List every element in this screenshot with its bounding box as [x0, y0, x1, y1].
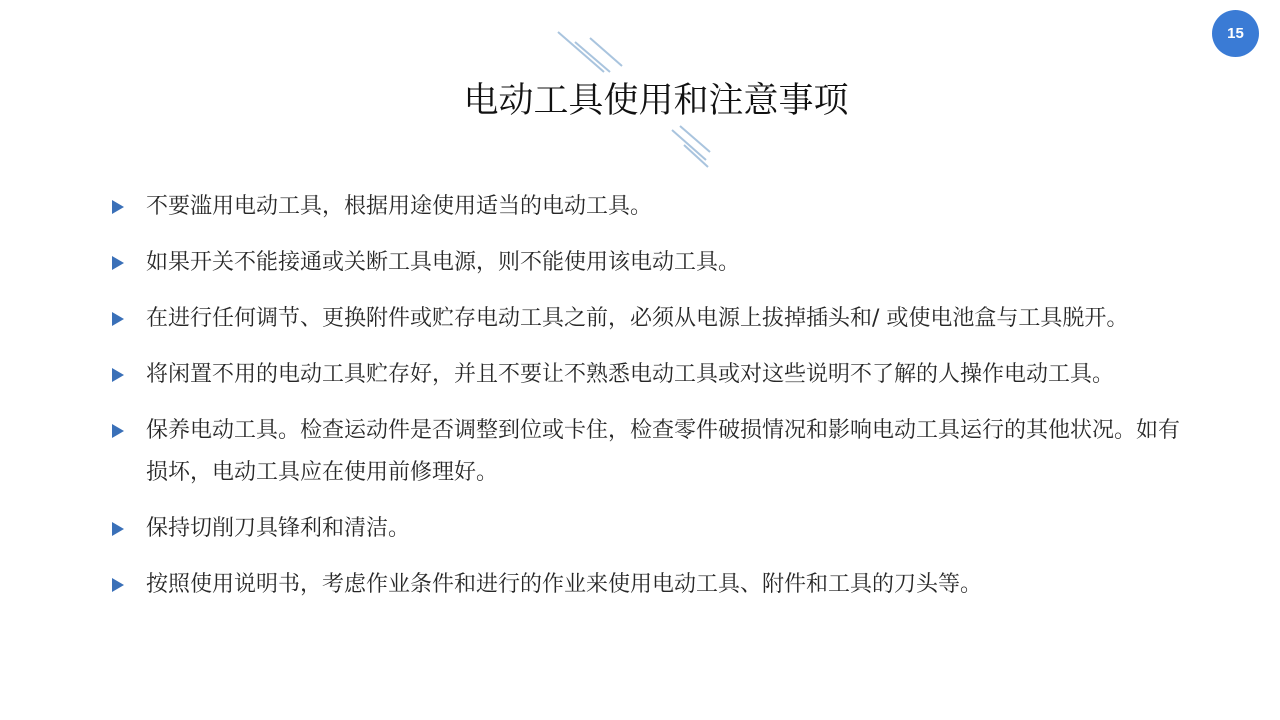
- decoration-line: [680, 126, 710, 152]
- bullet-item: [110, 508, 1200, 550]
- decoration-line: [684, 145, 708, 167]
- right-triangle-bullet-icon: [112, 368, 124, 382]
- bullet-text: 不要滥用电动工具，根据用途使用适当的电动工具。: [146, 194, 653, 219]
- bullet-item: [110, 242, 1200, 284]
- bullet-item: [110, 564, 1200, 606]
- slide-title: 电动工具使用和注意事项: [463, 81, 849, 121]
- right-triangle-bullet-icon: [112, 522, 124, 536]
- decoration-line: [672, 130, 706, 160]
- bullet-text: 保持切削刀具锋利和清洁。: [146, 516, 411, 541]
- right-triangle-bullet-icon: [112, 424, 124, 438]
- page-number-badge: [1212, 10, 1259, 57]
- decoration-line: [575, 42, 610, 72]
- bullet-text: 保养电动工具。检查运动件是否调整到位或卡住，检查零件破损情况和影响电动工具运行的其他状况。如有损坏，电动工具应在使用前修理好。: [146, 418, 1181, 485]
- decoration-line: [590, 38, 622, 66]
- bullet-list: [110, 186, 1200, 620]
- bullet-text: 如果开关不能接通或关断工具电源，则不能使用该电动工具。: [146, 250, 741, 275]
- decoration-line: [558, 32, 604, 72]
- bullet-item: [110, 410, 1200, 494]
- right-triangle-bullet-icon: [112, 578, 124, 592]
- right-triangle-bullet-icon: [112, 200, 124, 214]
- bullet-text: 在进行任何调节、更换附件或贮存电动工具之前，必须从电源上拔掉插头和/ 或使电池盒与工具脱开。: [146, 306, 1129, 331]
- bullet-text: 按照使用说明书，考虑作业条件和进行的作业来使用电动工具、附件和工具的刀头等。: [146, 572, 983, 597]
- bullet-text: 将闲置不用的电动工具贮存好，并且不要让不熟悉电动工具或对这些说明不了解的人操作电动工具。: [146, 362, 1115, 387]
- right-triangle-bullet-icon: [112, 312, 124, 326]
- right-triangle-bullet-icon: [112, 256, 124, 270]
- bullet-item: [110, 298, 1200, 340]
- bullet-item: [110, 186, 1200, 228]
- page-number: 15: [1227, 25, 1244, 42]
- bullet-item: [110, 354, 1200, 396]
